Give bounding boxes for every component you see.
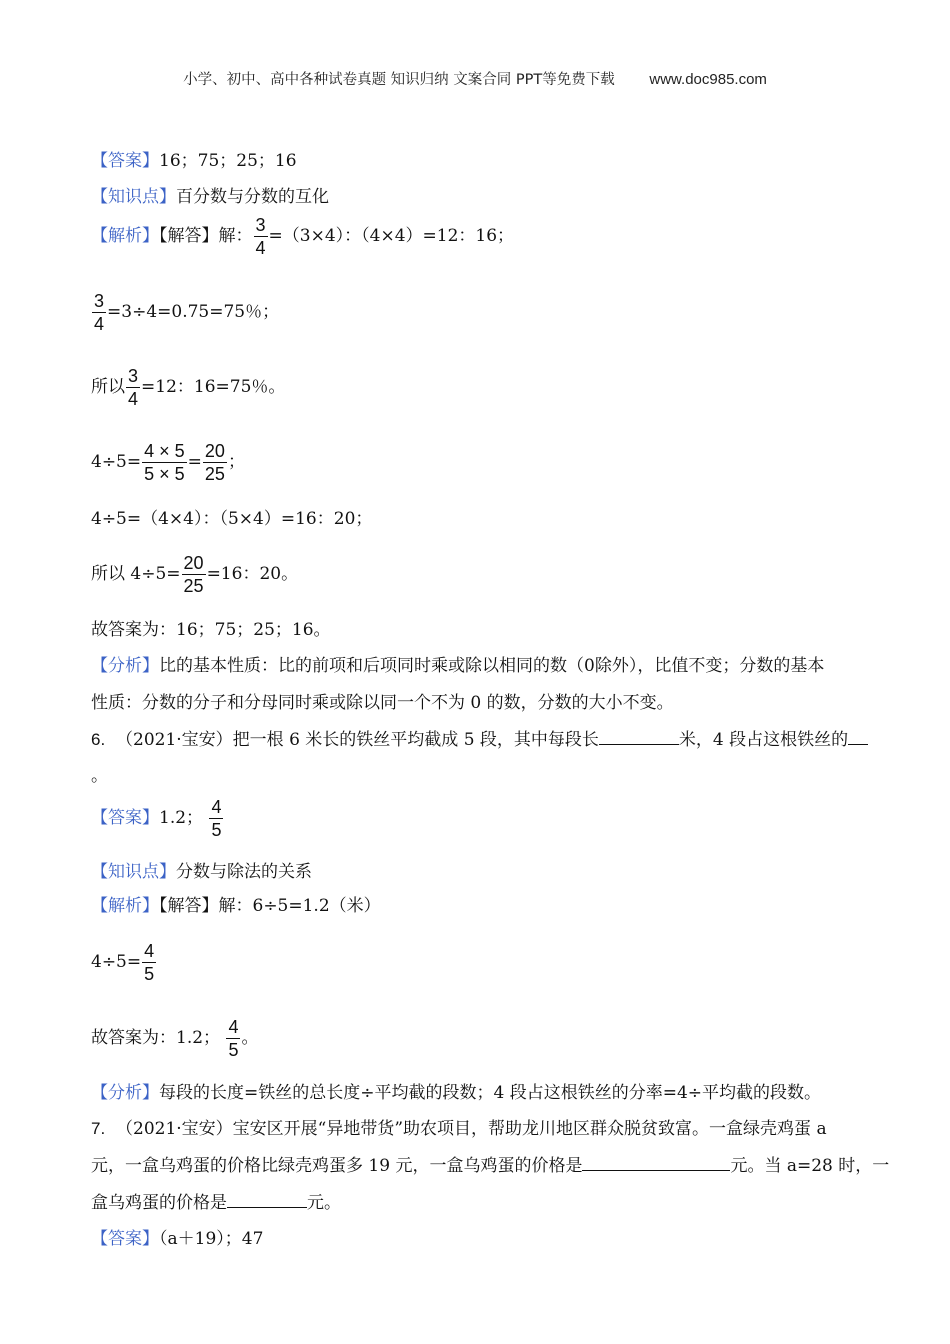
q6-question-line2 [91,761,108,786]
fraction-20-25 [182,552,206,597]
q7-answer-line [91,1224,263,1249]
q7-question-line1 [91,1114,827,1139]
q5-fenxi-line2 [91,688,674,713]
fraction-4x5-5x5 [142,440,187,485]
q7-text-3b: 元。 [307,1193,341,1213]
answer-tag: 【答案】 [91,808,159,828]
q5-l4-prefix: 4÷5= [91,452,142,472]
q5-jiexi-line1 [91,214,514,259]
analysis-tag: 【解析】 [91,226,159,246]
q6-blank-2[interactable] [848,728,868,745]
q7-text-2b: 元。当 a=28 时，一 [730,1156,890,1176]
fraction-denominator: 5 [211,820,222,840]
q6-final-line [91,1016,258,1061]
fraction-3-4 [254,214,268,259]
q7-question-line3 [91,1188,341,1213]
q5-l4-end: ； [227,452,245,472]
fraction-numerator: 4 × 5 [144,441,185,461]
q5-l5-text: 4÷5=（4×4）：（5×4）=16：20； [91,509,373,529]
fraction-denominator: 4 [128,389,139,409]
q5-final-line [91,615,331,640]
fraction-4-5 [209,796,223,841]
answer-tag: 【答案】 [91,151,159,171]
q6-jiexi-line [91,891,381,916]
fraction-denominator: 5 [228,1040,239,1060]
q7-blank-1[interactable] [582,1154,730,1171]
q5-l3-rest: =12：16=75％。 [141,377,286,397]
q6-knowledge-line [91,857,312,882]
q6-answer-line [91,796,224,841]
q7-question-line2 [91,1151,889,1176]
fenxi-tag: 【分析】 [91,1083,159,1103]
answer-tag: 【答案】 [91,1229,159,1249]
fraction-denominator: 4 [255,238,266,258]
fraction-numerator: 20 [204,441,225,461]
q7-text-2a: 元，一盒乌鸡蛋的价格比绿壳鸡蛋多 19 元，一盒乌鸡蛋的价格是 [91,1156,583,1176]
q5-fenxi-line1 [91,651,824,676]
q6-final-b: 。 [241,1028,259,1048]
header-text: 小学、初中、高中各种试卷真题 知识归纳 文案合同 PPT等免费下载 [183,72,615,88]
q5-knowledge-line [91,182,329,207]
fraction-numerator: 4 [144,941,155,961]
q5-answer-line [91,146,297,171]
q5-l4-eq: = [187,452,202,472]
analysis-tag: 【解析】 [91,896,159,916]
fraction-denominator: 4 [94,314,105,334]
knowledge-tag: 【知识点】 [91,187,176,207]
knowledge-tag: 【知识点】 [91,862,176,882]
q5-fenxi-text2: 性质：分数的分子和分母同时乘或除以同一个不为 0 的数，分数的大小不变。 [91,693,674,713]
q6-final-a: 故答案为：1.2； [91,1028,221,1048]
fraction-3-4 [92,290,106,335]
q6-text-c: 。 [91,766,108,786]
q5-fenxi-text1: 比的基本性质：比的前项和后项同时乘或除以相同的数（0除外），比值不变；分数的基本 [159,656,825,676]
q5-line3 [91,365,285,410]
fraction-numerator: 3 [255,215,266,235]
fraction-denominator: 25 [183,576,204,596]
fraction-denominator: 5 × 5 [144,464,185,484]
q5-l2-text: =3÷4=0.75=75％； [107,302,280,322]
q5-l6-rest: =16：20。 [206,564,299,584]
fraction-numerator: 3 [128,366,139,386]
fraction-4-5 [142,940,156,985]
fraction-denominator: 25 [204,464,225,484]
q6-fenxi-text: 每段的长度=铁丝的总长度÷平均截的段数；4 段占这根铁丝的分率=4÷平均截的段数。 [159,1083,822,1103]
q6-fenxi-line [91,1078,821,1103]
q5-knowledge: 百分数与分数的互化 [176,187,329,207]
q5-answer: 16；75；25；16 [159,151,297,171]
q7-blank-2[interactable] [227,1191,307,1208]
fraction-3-4 [126,365,140,410]
q5-l1-prefix: 解： [218,226,253,246]
q5-line6 [91,552,298,597]
q5-final: 故答案为：16；75；25；16。 [91,620,331,640]
q6-line2 [91,940,157,985]
q5-line5 [91,504,372,529]
fraction-numerator: 20 [183,553,204,573]
q5-line2 [91,290,279,335]
q5-line4 [91,440,245,485]
q6-text-b: 米，4 段占这根铁丝的 [678,730,849,750]
fraction-numerator: 4 [228,1017,239,1037]
q7-number: 7. [91,1119,106,1138]
q5-l6-prefix: 所以 4÷5= [91,564,181,584]
fenxi-tag: 【分析】 [91,656,159,676]
q6-number: 6. [91,730,106,749]
q6-question-line1 [91,725,868,750]
q5-l3-prefix: 所以 [91,377,125,397]
fraction-numerator: 3 [94,291,105,311]
q6-l2-text: 4÷5= [91,952,142,972]
jieda-tag: 【解答】 [159,896,219,916]
fraction-denominator: 5 [144,964,155,984]
fraction-4-5 [226,1016,240,1061]
q7-text-3a: 盒乌鸡蛋的价格是 [91,1193,227,1213]
q7-text-1: （2021·宝安）宝安区开展“异地带货”助农项目，帮助龙川地区群众脱贫致富。一盒绿壳鸡蛋 a [116,1119,827,1139]
q7-answer: （a＋19）；47 [159,1229,264,1249]
q6-answer: 1.2； [159,808,204,828]
jieda-tag: 【解答】 [159,226,219,246]
q6-text-a: （2021·宝安）把一根 6 米长的铁丝平均截成 5 段，其中每段长 [116,730,599,750]
q5-l1-rest: =（3×4）：（4×4）=12：16； [268,226,515,246]
header-site[interactable]: www.doc985.com [649,71,767,88]
q6-knowledge: 分数与除法的关系 [176,862,312,882]
fraction-20-25 [203,440,227,485]
q6-jieda: 解：6÷5=1.2（米） [218,896,381,916]
q6-blank-1[interactable] [599,728,679,745]
page-header [0,68,950,89]
fraction-numerator: 4 [211,797,222,817]
